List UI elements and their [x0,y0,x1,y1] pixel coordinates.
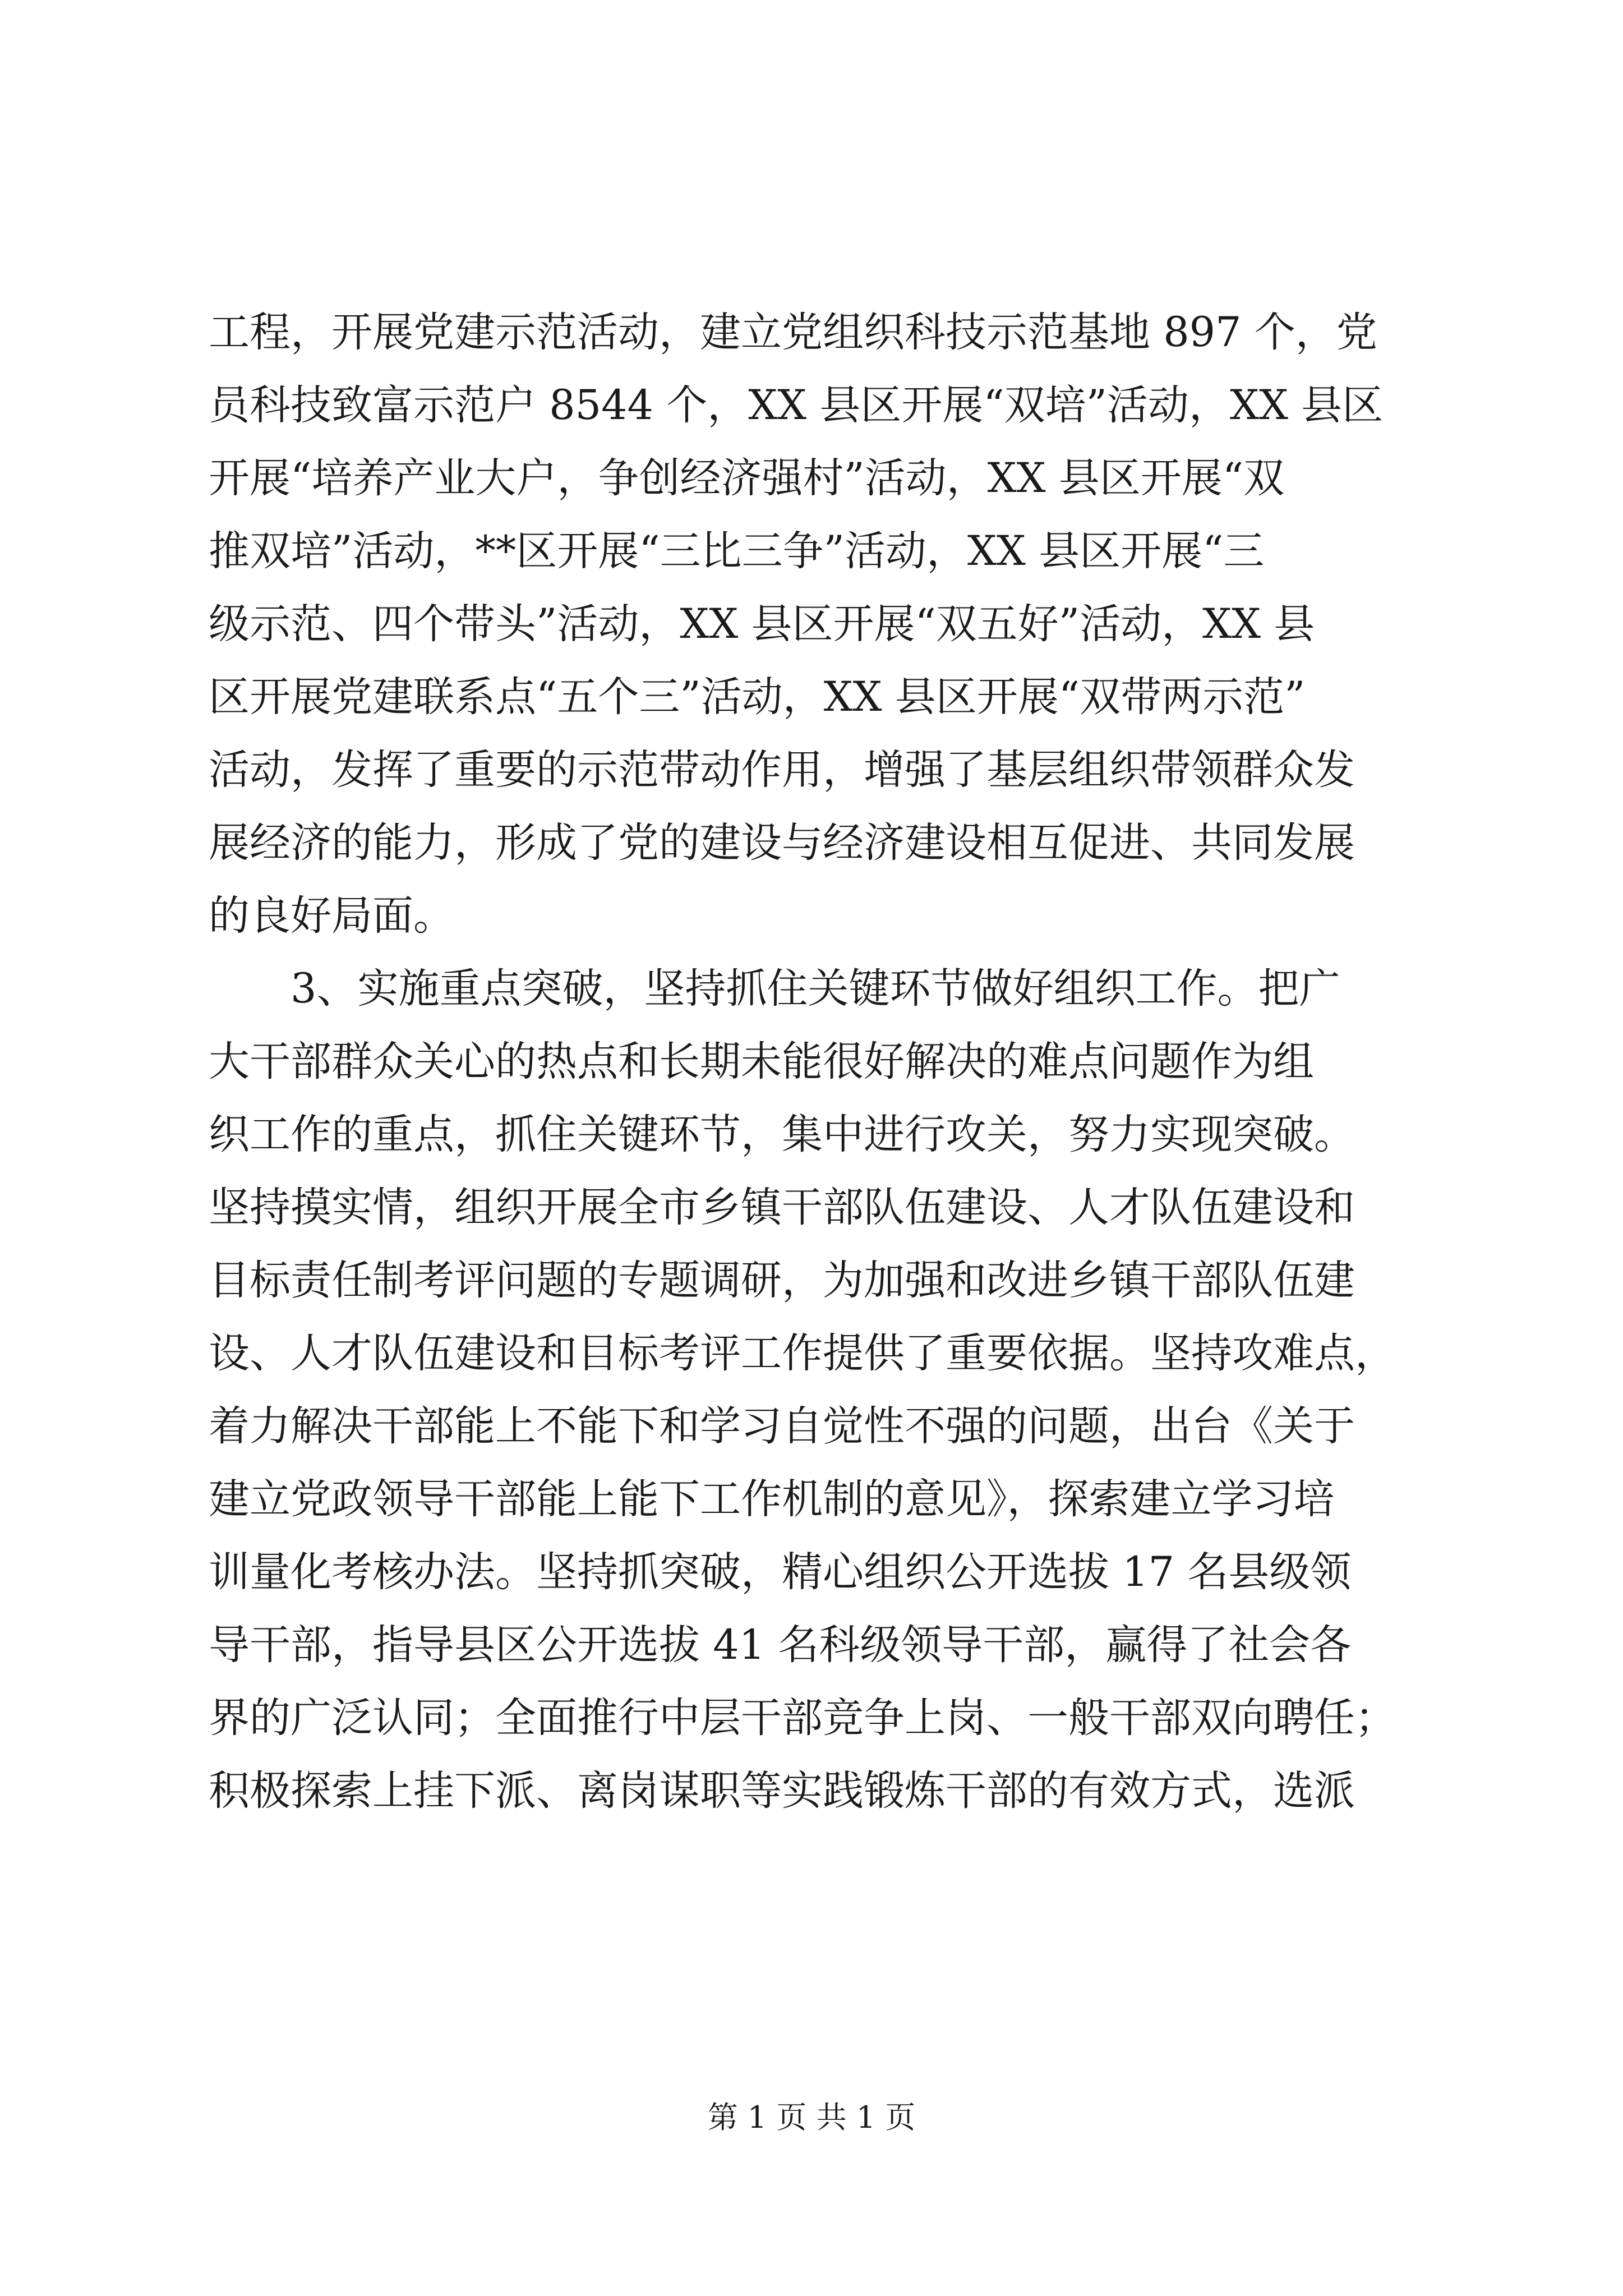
text-line-content: 区开展党建联系点“五个三”活动，XX 县区开展“双带两示范” [209,673,1306,721]
text-line [209,1682,1431,1755]
text-line [209,1609,1431,1682]
text-line-content: 导干部，指导县区公开选拔 41 名科级领导干部，赢得了社会各 [209,1621,1352,1669]
text-line [209,661,1431,734]
page-number-label: 第 1 页 共 1 页 [707,2100,916,2135]
text-line [209,442,1431,515]
text-line-content: 推双培”活动，**区开展“三比三争”活动，XX 县区开展“三 [209,527,1265,575]
text-line-content: 级示范、四个带头”活动，XX 县区开展“双五好”活动，XX 县 [209,600,1315,648]
text-line-content: 目标责任制考评问题的专题调研，为加强和改进乡镇干部队伍建 [209,1257,1355,1304]
text-line [209,369,1431,442]
text-line-content: 坚持摸实情，组织开展全市乡镇干部队伍建设、人才队伍建设和 [209,1184,1355,1231]
text-line [209,1755,1431,1828]
text-line [209,588,1431,661]
text-line-content: 展经济的能力，形成了党的建设与经济建设相互促进、共同发展 [209,819,1355,867]
text-line [209,296,1431,369]
text-line-content: 积极探索上挂下派、离岗谋职等实践锻炼干部的有效方式，选派 [209,1767,1355,1815]
text-line [209,1463,1431,1536]
text-line-content: 大干部群众关心的热点和长期未能很好解决的难点问题作为组 [209,1038,1314,1085]
text-line-content: 着力解决干部能上不能下和学习自觉性不强的问题，出台《关于 [209,1402,1355,1450]
text-line [209,1025,1431,1098]
text-line [209,1098,1431,1171]
text-line [209,1244,1431,1317]
text-line-content: 开展“培养产业大户，争创经济强村”活动，XX 县区开展“双 [209,454,1285,502]
text-line-content: 员科技致富示范户 8544 个，XX 县区开展“双培”活动，XX 县区 [209,381,1384,429]
text-line-content: 织工作的重点，抓住关键环节，集中进行攻关，努力实现突破。 [209,1111,1355,1158]
text-line [209,1536,1431,1609]
text-line [209,1171,1431,1244]
text-line [209,1390,1431,1463]
text-line [209,880,1431,953]
text-line-content: 训量化考核办法。坚持抓突破，精心组织公开选拔 17 名县级领 [209,1548,1352,1596]
paragraph-first-line [209,953,1431,1025]
text-line [209,515,1431,588]
body-text [209,296,1431,1828]
text-line [209,807,1431,880]
text-line [209,734,1431,807]
text-line-content: 设、人才队伍建设和目标考评工作提供了重要依据。坚持攻难点， [209,1329,1396,1377]
text-line-content: 3、实施重点突破，坚持抓住关键环节做好组织工作。把广 [291,965,1340,1013]
text-line-content: 的良好局面。 [209,892,454,940]
page-footer [0,2098,1623,2137]
text-line-content: 建立党政领导干部能上能下工作机制的意见》，探索建立学习培 [209,1475,1335,1523]
text-line [209,1317,1431,1390]
text-line-content: 工程，开展党建示范活动，建立党组织科技示范基地 897 个，党 [209,309,1377,356]
text-line-content: 活动，发挥了重要的示范带动作用，增强了基层组织带领群众发 [209,746,1355,794]
text-line-content: 界的广泛认同；全面推行中层干部竞争上岗、一般干部双向聘任； [209,1694,1396,1742]
